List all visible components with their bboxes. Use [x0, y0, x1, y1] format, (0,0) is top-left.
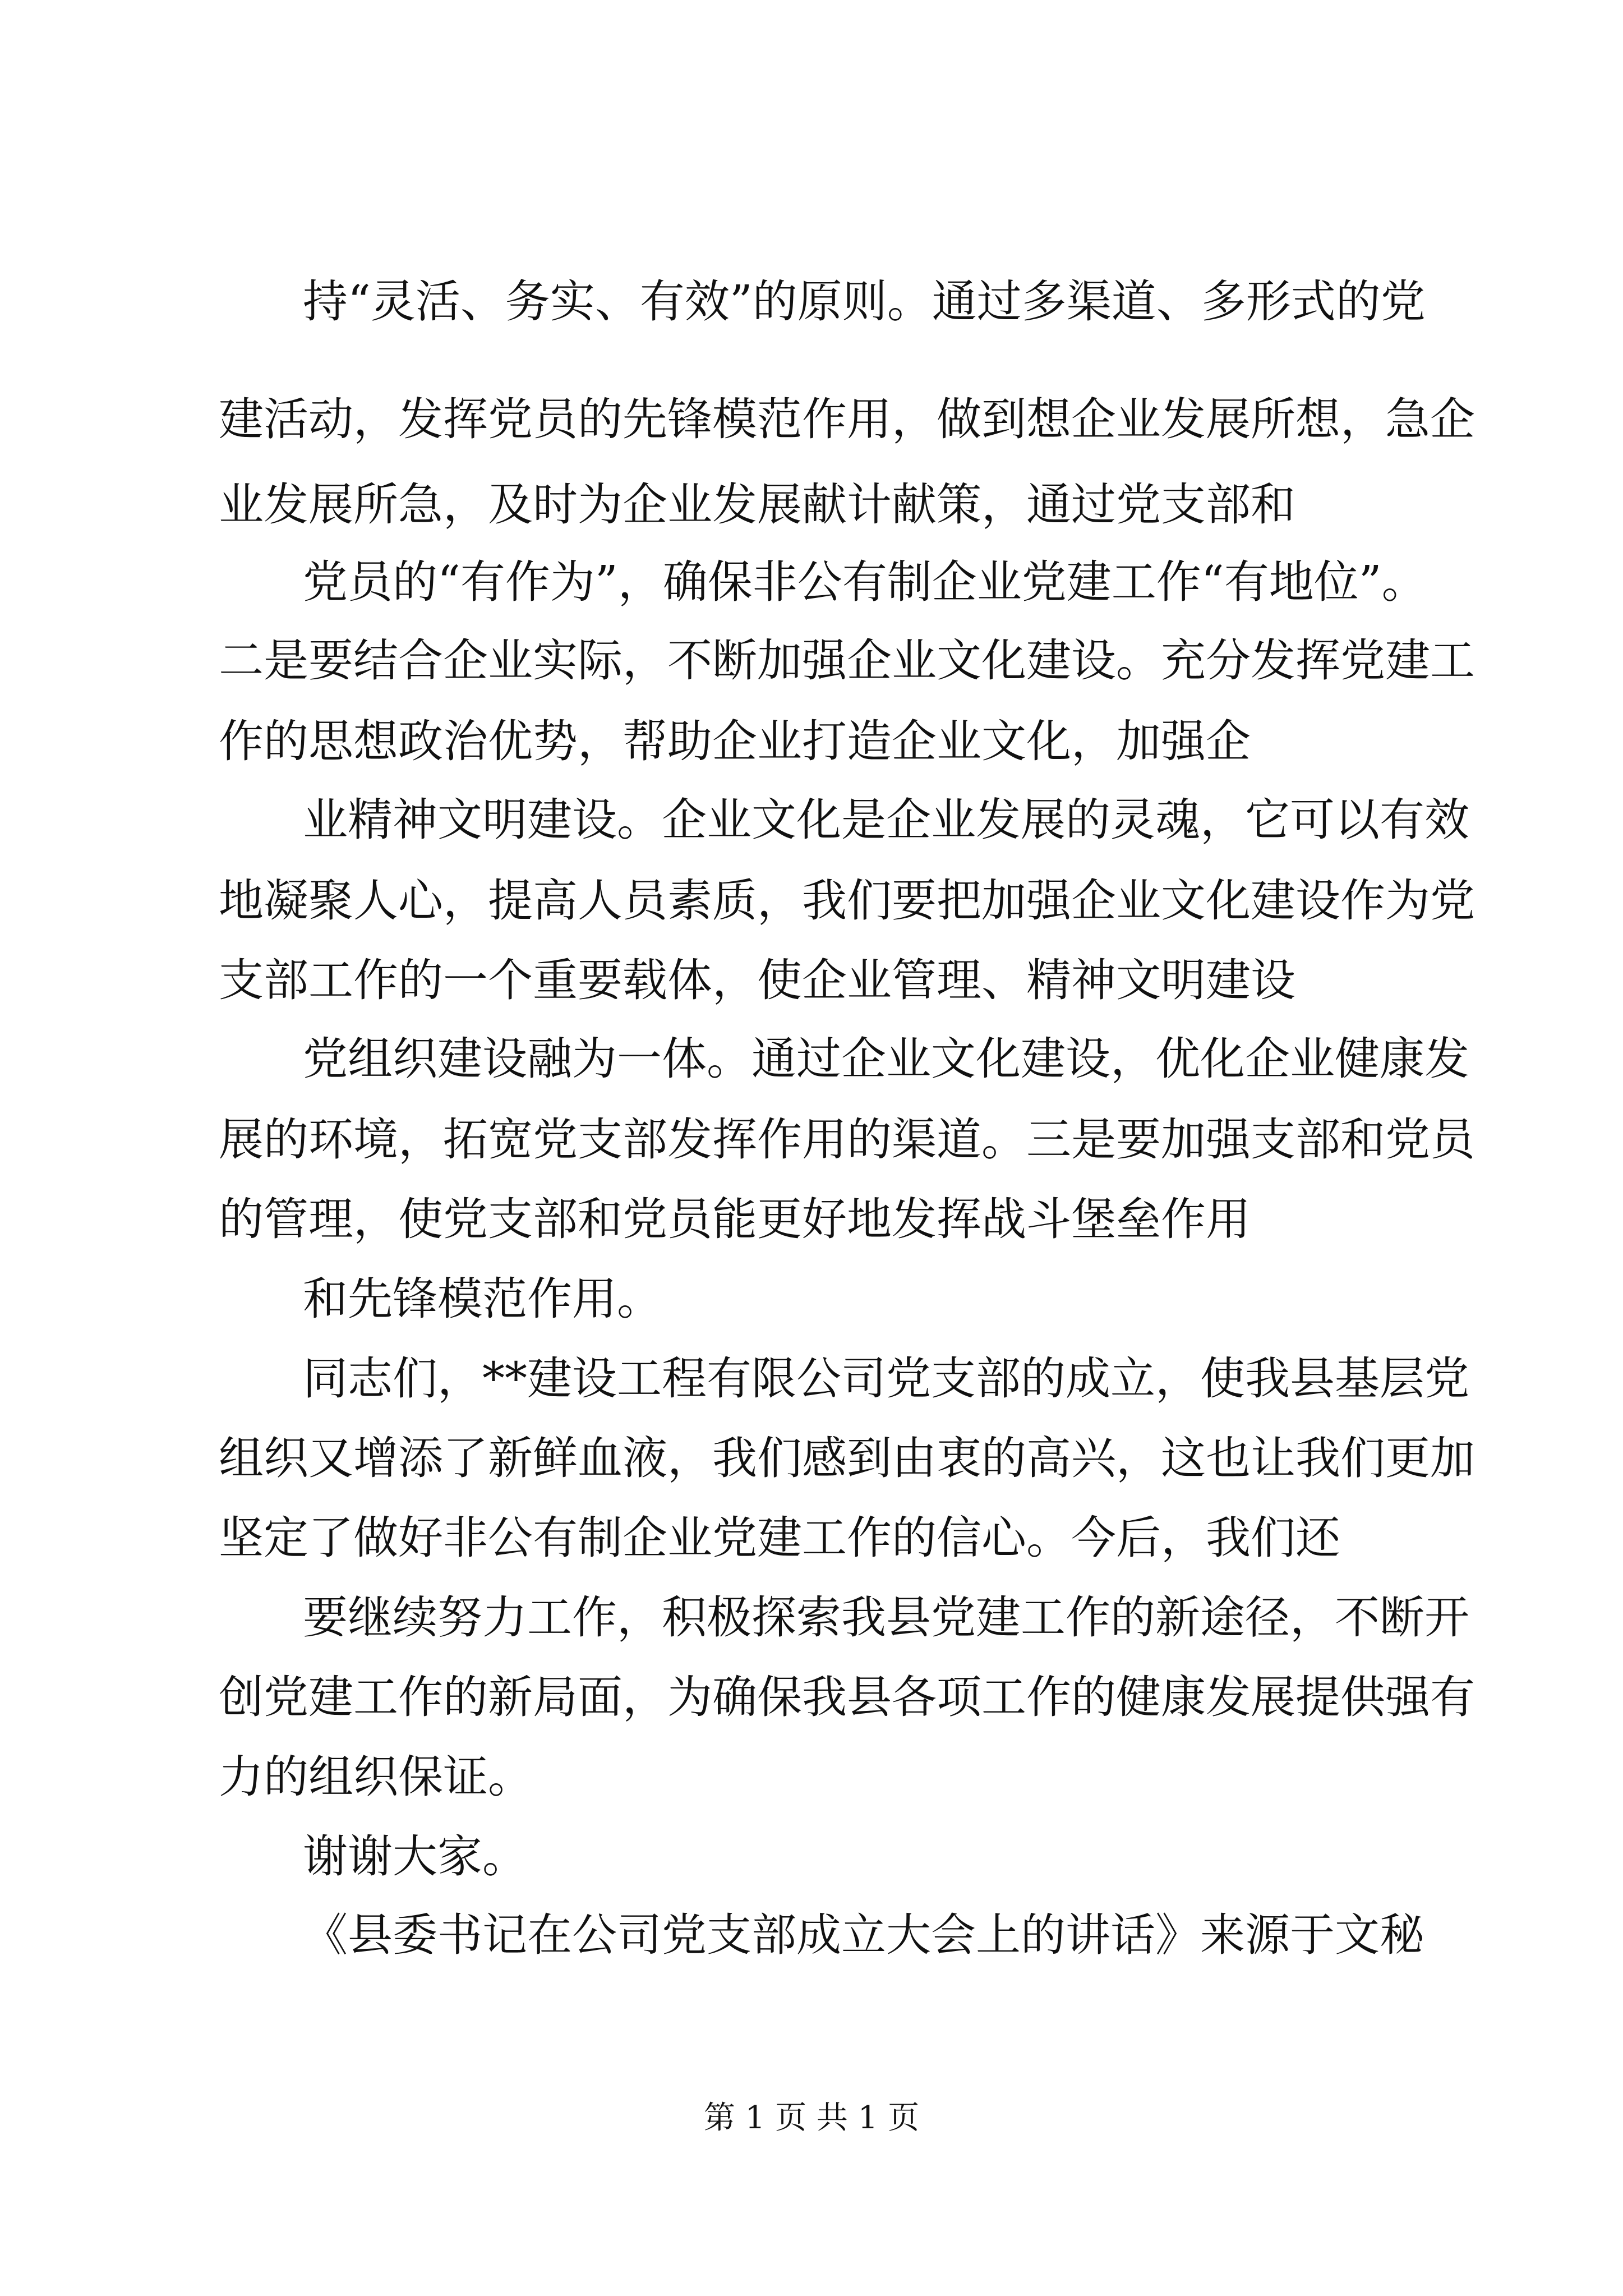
text-line: 创党建工作的新局面，为确保我县各项工作的健康发展提供强有	[219, 1671, 1475, 1723]
text-line: 展的环境，拓宽党支部发挥作用的渠道。三是要加强支部和党员	[219, 1114, 1475, 1166]
text-line: 和先锋模范作用。	[303, 1273, 662, 1325]
text-line: 党组织建设融为一体。通过企业文化建设，优化企业健康发	[303, 1033, 1469, 1085]
text-line: 的管理，使党支部和党员能更好地发挥战斗堡垒作用	[219, 1193, 1251, 1245]
page-number-footer: 第 1 页 共 1 页	[703, 2100, 920, 2136]
text-line: 同志们，**建设工程有限公司党支部的成立，使我县基层党	[303, 1352, 1469, 1405]
text-line: 业精神文明建设。企业文化是企业发展的灵魂，它可以有效	[303, 794, 1469, 846]
text-line: 力的组织保证。	[219, 1751, 533, 1803]
text-line: 建活动，发挥党员的先锋模范作用，做到想企业发展所想，急企	[219, 393, 1475, 445]
text-line: 支部工作的一个重要载体，使企业管理、精神文明建设	[219, 954, 1295, 1006]
text-line: 作的思想政治优势，帮助企业打造企业文化，加强企	[219, 715, 1251, 767]
text-line: 组织又增添了新鲜血液，我们感到由衷的高兴，这也让我们更加	[219, 1432, 1475, 1484]
text-line: 地凝聚人心，提高人员素质，我们要把加强企业文化建设作为党	[219, 875, 1475, 927]
text-line: 业发展所急，及时为企业发展献计献策，通过党支部和	[219, 478, 1295, 531]
text-line: 《县委书记在公司党支部成立大会上的讲话》来源于文秘	[303, 1909, 1424, 1961]
text-line: 坚定了做好非公有制企业党建工作的信心。今后，我们还	[219, 1512, 1340, 1564]
text-line: 党员的“有作为”，确保非公有制企业党建工作“有地位”。	[303, 556, 1427, 608]
text-line: 要继续努力工作，积极探索我县党建工作的新途径，不断开	[303, 1591, 1469, 1644]
text-line: 持“灵活、务实、有效”的原则。通过多渠道、多形式的党	[303, 275, 1426, 328]
text-line: 谢谢大家。	[303, 1830, 527, 1883]
text-line: 二是要结合企业实际，不断加强企业文化建设。充分发挥党建工	[219, 634, 1475, 687]
